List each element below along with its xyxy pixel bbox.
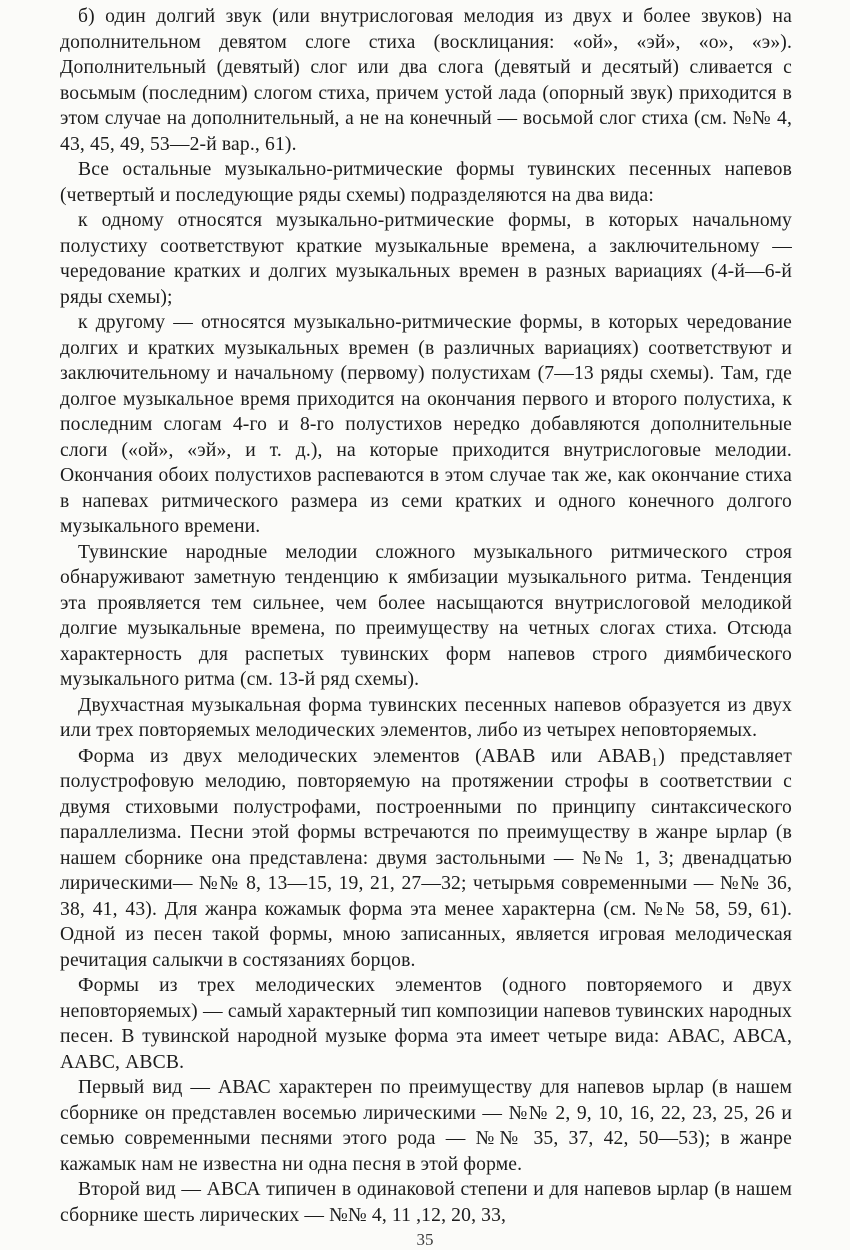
paragraph-3: к одному относятся музыкально-ритмические формы, в которых начальному полустиху соответствуют краткие музыкальные времена, а заключительному — чередование кратких и долгих музыкальных времен в разных вариациях (4-й—6-й ряды схемы); [60, 210, 792, 308]
paragraph-9: Первый вид — АВАС характерен по преимуществу для напевов ырлар (в нашем сборнике он представлен восемью лирическими — №№ 2, 9, 10, 16, 22, 23, 25, 26 и семью современными песнями этого рода — №№ 35, 37, 42, 50—53); в жанре кажамык нам не известна ни одна песня в этой форме. [60, 1077, 792, 1175]
paragraph-7: Форма из двух мелодических элементов (АВАВ или АВАВ₁) представляет полустрофовую мелодию, повторяемую на протяжении строфы в соответствии с двумя стиховыми полустрофами, построенными по принципу синтаксического параллелизма. Песни этой формы встречаются по преимуществу в жанре ырлар (в нашем сборнике она представлена: двумя застольными — №№ 1, 3; двенадцатью лирическими— №№ 8, 13—15, 19, 21, 27—32; четырьмя современными — №№ 36, 38, 41, 43). Для жанра кожамык форма эта менее характерна (см. №№ 58, 59, 61). Одной из песен такой формы, мною записанных, является игровая мелодическая речитация салыкчи в состязаниях борцов. [60, 745, 792, 971]
page-number: 35 [416, 1230, 434, 1249]
paragraph-2: Все остальные музыкально-ритмические формы тувинских песенных напевов (четвертый и последующие ряды схемы) подразделяются на два вида: [60, 159, 792, 206]
paragraph-10: Второй вид — АВСА типичен в одинаковой степени и для напевов ырлар (в нашем сборнике шесть лирических — №№ 4, 11 ,12, 20, 33, [60, 1179, 792, 1226]
paragraph-1: б) один долгий звук (или внутрислоговая мелодия из двух и более звуков) на дополнительном девятом слоге стиха (восклицания: «ой», «эй», «о», «э»). Дополнительный (девятый) слог или два слога (девятый и десятый) сливается с восьмым (последним) слогом стиха, причем устой лада (опорный звук) приходится в этом случае на дополнительный, а не на конечный — восьмой слог стиха (см. №№ 4, 43, 45, 49, 53—2-й вар., 61). [60, 6, 792, 155]
paragraph-5: Тувинские народные мелодии сложного музыкального ритмического строя обнаруживают заметную тенденцию к ямбизации музыкального ритма. Тенденция эта проявляется тем сильнее, чем более насыщаются внутрислоговой мелодикой долгие музыкальные времена, по преимуществу на четных слогах стиха. Отсюда характерность для распетых тувинских форм напевов строго диямбического музыкального ритма (см. 13-й ряд схемы). [60, 541, 792, 690]
paragraph-4: к другому — относятся музыкально-ритмические формы, в которых чередование долгих и кратких музыкальных времен (в различных вариациях) соответствуют и заключительному и начальному (первому) полустихам (7—13 ряды схемы). Там, где долгое музыкальное время приходится на окончания первого и второго полустиха, к последним слогам 4-го и 8-го полустихов нередко добавляются дополнительные слоги («ой», «эй», и т. д.), на которые приходится внутрислоговые мелодии. Окончания обоих полустихов распеваются в этом случае так же, как окончание стиха в напевах ритмического размера из семи кратких и одного конечного долгого музыкального времени. [60, 312, 792, 537]
paragraph-6: Двухчастная музыкальная форма тувинских песенных напевов образуется из двух или трех повторяемых мелодических элементов, либо из четырех неповторяемых. [60, 694, 792, 741]
paragraph-8: Формы из трех мелодических элементов (одного повторяемого и двух неповторяемых) — самый характерный тип композиции напевов тувинских народных песен. В тувинской народной музыке форма эта имеет четыре вида: АВАС, АВСА, ААВС, АВСВ. [60, 975, 792, 1073]
